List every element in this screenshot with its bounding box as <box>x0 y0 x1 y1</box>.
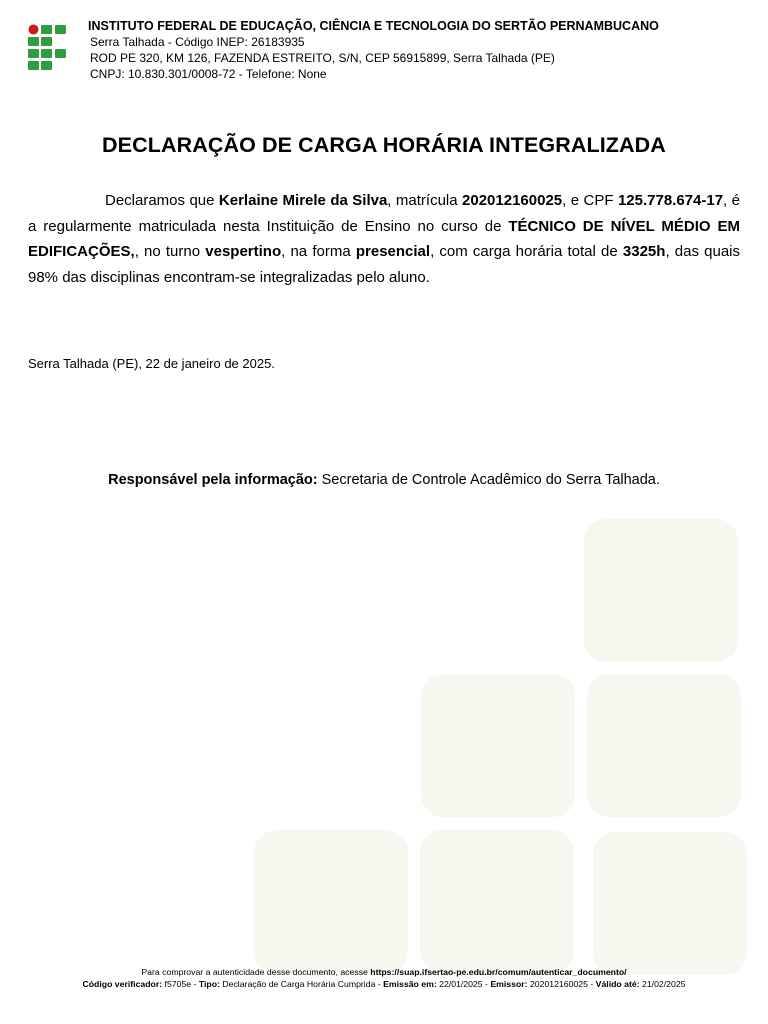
responsible-line <box>0 472 768 488</box>
document-footer <box>0 966 768 990</box>
verification-url[interactable]: https://suap.ifsertao-pe.edu.br/comum/autenticar_documento/ <box>370 967 627 977</box>
issuer-value: 202012160025 - <box>527 979 596 989</box>
total-hours: 3325h <box>622 243 666 260</box>
responsible-label: Responsável pela informação: <box>108 472 318 488</box>
metadata-line <box>0 978 768 990</box>
document-title: DECLARAÇÃO DE CARGA HORÁRIA INTEGRALIZADA <box>102 133 666 157</box>
declaration-paragraph <box>28 188 740 290</box>
verification-line <box>0 966 768 978</box>
issuer-label: Emissor: <box>490 979 528 989</box>
issued-label: Emissão em: <box>383 979 437 989</box>
declaration-text: , e CPF <box>562 192 618 209</box>
cpf-number: 125.778.674-17 <box>617 192 724 209</box>
shift: vespertino <box>205 243 282 260</box>
registration-number: 202012160025 <box>462 192 563 209</box>
declaration-text: , na forma <box>281 243 356 260</box>
student-name: Kerlaine Mirele da Silva <box>218 192 388 209</box>
declaration-text: , no turno <box>134 243 206 260</box>
cnpj-line: CNPJ: 10.830.301/0008-72 - Telefone: None <box>90 67 327 81</box>
campus-line: Serra Talhada - Código INEP: 26183935 <box>90 35 305 49</box>
responsible-value: Secretaria de Controle Acadêmico do Serra Talhada. <box>317 472 660 488</box>
declaration-text: , matrícula <box>387 192 463 209</box>
document-header <box>88 18 748 82</box>
declaration-text: , das quais 98% das disciplinas encontram-se integralizadas pelo aluno. <box>28 243 741 286</box>
verify-text: Para comprovar a autenticidade desse documento, acesse <box>141 967 371 977</box>
place-date: Serra Talhada (PE), 22 de janeiro de 2025. <box>28 356 275 371</box>
declaration-text: , é a regularmente matriculada nesta Instituição de Ensino no curso de <box>28 192 740 235</box>
code-value: f5705e - <box>162 979 199 989</box>
type-value: Declaração de Carga Horária Cumprida - <box>219 979 384 989</box>
valid-label: Válido até: <box>595 979 640 989</box>
course-name: TÉCNICO DE NÍVEL MÉDIO EM EDIFICAÇÕES, <box>28 217 740 260</box>
institution-name: INSTITUTO FEDERAL DE EDUCAÇÃO, CIÊNCIA E TECNOLOGIA DO SERTÃO PERNAMBUCANO <box>88 19 659 33</box>
declaration-text: Declaramos que <box>105 192 219 209</box>
issued-value: 22/01/2025 - <box>436 979 491 989</box>
declaration-text: , com carga horária total de <box>430 243 623 260</box>
code-label: Código verificador: <box>82 979 163 989</box>
valid-value: 21/02/2025 <box>639 979 686 989</box>
type-label: Tipo: <box>198 979 220 989</box>
modality: presencial <box>355 243 431 260</box>
address-line: ROD PE 320, KM 126, FAZENDA ESTREITO, S/N, CEP 56915899, Serra Talhada (PE) <box>90 51 555 65</box>
if-logo-icon <box>28 24 68 74</box>
